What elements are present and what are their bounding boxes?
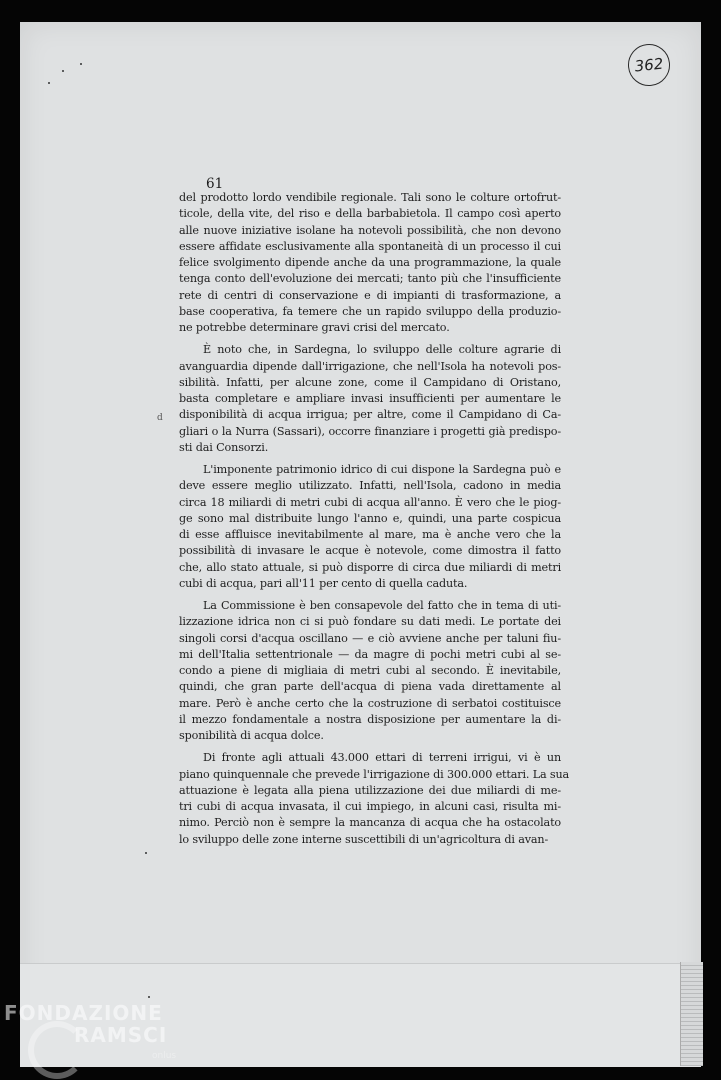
text-line: piano quinquennale che prevede l'irrigazione di 300.000 ettari. La sua	[179, 767, 570, 781]
text-line: mi dell'Italia settentrionale — da magre di pochi metri cubi al se-	[179, 647, 561, 661]
dust-speck	[145, 852, 147, 854]
text-line: cubi di acqua, pari all'11 per cento di quella caduta.	[179, 576, 468, 590]
text-line: felice svolgimento dipende anche da una programmazione, la quale	[179, 256, 561, 269]
paragraph	[179, 750, 570, 848]
text-line: circa 18 miliardi di metri cubi di acqua all'anno. È vero che le piog-	[179, 495, 561, 509]
dust-speck	[80, 63, 82, 65]
fondazione-gramsci-watermark	[4, 1001, 184, 1073]
right-edge-marks	[680, 962, 703, 1066]
text-line: quindi, che gran parte dell'acqua di piena vada direttamente al	[179, 680, 561, 694]
text-line: deve essere meglio utilizzato. Infatti, nell'Isola, cadono in media	[179, 479, 561, 493]
archive-stamp: 362	[626, 42, 672, 88]
text-line: ne potrebbe determinare gravi crisi del mercato.	[179, 321, 450, 334]
text-line: di esse affluisce inevitabilmente al mare, ma è anche vero che la	[179, 528, 561, 541]
dust-speck	[62, 70, 64, 72]
text-line: il mezzo fondamentale a nostra disposizione per aumentare la di-	[179, 712, 561, 726]
text-body	[179, 190, 570, 854]
paragraph	[179, 462, 561, 592]
text-line: singoli corsi d'acqua oscillano — e ciò avviene anche per taluni fiu-	[179, 631, 561, 645]
watermark-line1: FONDAZIONE	[4, 1001, 163, 1025]
text-line: nimo. Perciò non è sempre la mancanza di acqua che ha ostacolato	[179, 816, 561, 830]
text-line: lizzazione idrica non ci si può fondare su dati medi. Le portate dei	[179, 615, 561, 629]
margin-mark: d	[157, 413, 163, 423]
text-line: ge sono mal distribuite lungo l'anno e, quindi, una parte cospicua	[179, 511, 561, 525]
page-number: 61	[206, 176, 224, 192]
text-line: avanguardia dipende dall'irrigazione, che nell'Isola ha notevoli pos-	[179, 359, 561, 373]
watermark-suffix: onlus	[152, 1051, 177, 1061]
paragraph	[179, 190, 561, 336]
text-line: base cooperativa, fa temere che un rapido sviluppo della produzio-	[179, 304, 561, 318]
text-line: sponibilità di acqua dolce.	[179, 729, 324, 742]
text-line: mare. Però è anche certo che la costruzione di serbatoi costituisce	[179, 696, 561, 710]
text-line: sti dai Consorzi.	[179, 440, 269, 454]
text-line: condo a piene di migliaia di metri cubi al secondo. È inevitabile,	[179, 664, 561, 677]
text-line: lo sviluppo delle zone interne suscettibili di un'agricoltura di avan-	[179, 832, 549, 846]
text-line: sibilità. Infatti, per alcune zone, come il Campidano di Oristano,	[179, 375, 561, 389]
dust-speck	[48, 82, 50, 84]
paragraph	[179, 598, 561, 744]
text-line: disponibilità di acqua irrigua; per altre, come il Campidano di Ca-	[179, 408, 561, 422]
text-line: tenga conto dell'evoluzione dei mercati; tanto più che l'insufficiente	[179, 272, 561, 286]
text-line: essere affidate esclusivamente alla spontaneità di un processo il cui	[179, 239, 561, 253]
text-line: tri cubi di acqua invasata, il cui impiego, in alcuni casi, risulta mi-	[179, 800, 561, 813]
text-line: basta completare e ampliare invasi insufficienti per aumentare le	[179, 392, 561, 405]
text-line: possibilità di invasare le acque è notevole, come dimostra il fatto	[179, 544, 561, 558]
watermark-line2: RAMSCI	[74, 1023, 168, 1047]
dust-speck	[148, 996, 150, 998]
text-line: Di fronte agli attuali 43.000 ettari di terreni irrigui, vi è un	[203, 751, 561, 765]
text-line: ticole, della vite, del riso e della barbabietola. Il campo così aperto	[179, 207, 561, 221]
text-line: che, allo stato attuale, si può disporre di circa due miliardi di metri	[179, 560, 561, 574]
text-line: L'imponente patrimonio idrico di cui dispone la Sardegna può e	[203, 463, 561, 476]
text-line: rete di centri di conservazione e di impianti di trasformazione, a	[179, 288, 561, 302]
text-line: gliari o la Nurra (Sassari), occorre finanziare i progetti già predispo-	[179, 424, 561, 438]
text-line: La Commissione è ben consapevole del fatto che in tema di uti-	[203, 599, 561, 612]
text-line: È noto che, in Sardegna, lo sviluppo delle colture agrarie di	[203, 343, 561, 357]
text-line: attuazione è legata alla piena utilizzazione dei due miliardi di me-	[179, 783, 561, 797]
text-line: alle nuove iniziative isolane ha notevoli possibilità, che non devono	[179, 223, 561, 237]
paragraph	[179, 342, 561, 456]
text-line: del prodotto lordo vendibile regionale. Tali sono le colture ortofrut-	[179, 191, 561, 204]
